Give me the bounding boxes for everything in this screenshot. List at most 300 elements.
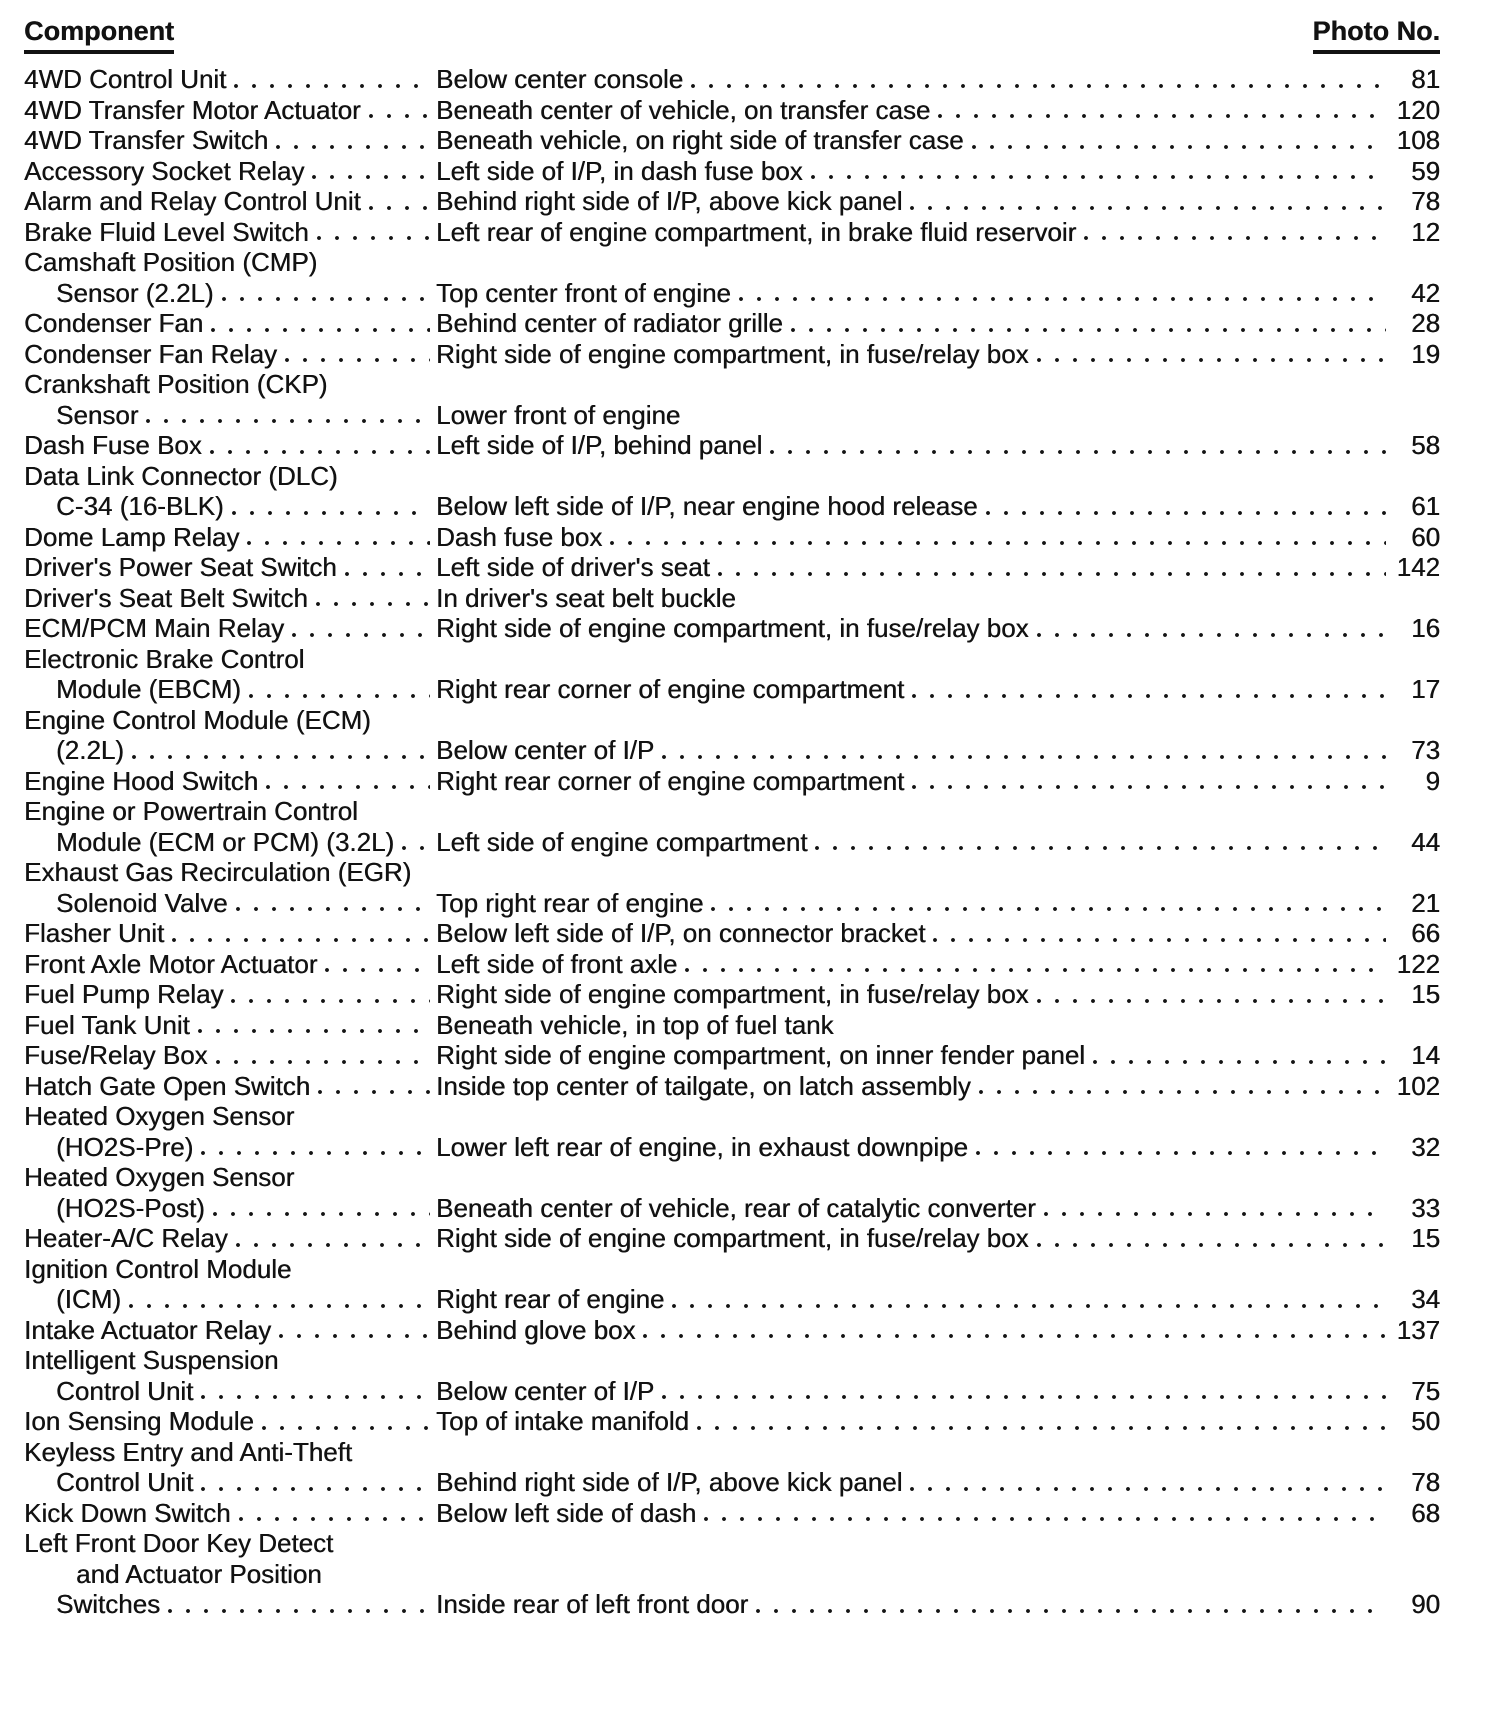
component-name: (ICM) <box>56 1284 121 1314</box>
table-row <box>24 461 1440 522</box>
dot-leader <box>978 491 1392 522</box>
photo-number: 17 <box>1411 674 1440 704</box>
component-name: Ion Sensing Module <box>24 1406 254 1436</box>
location-cell <box>436 64 1392 95</box>
dot-leader <box>317 949 436 980</box>
component-name: and Actuator Position <box>76 1558 322 1589</box>
photo-number: 44 <box>1411 826 1440 857</box>
table-row <box>24 1315 1440 1346</box>
dot-leader <box>902 1467 1392 1498</box>
photo-number: 137 <box>1396 1314 1440 1345</box>
table-line <box>24 552 1440 583</box>
location-text: In driver's seat belt buckle <box>436 582 736 613</box>
location-cell <box>436 1071 1392 1102</box>
component-name: Accessory Socket Relay <box>24 155 305 186</box>
location-text: Left side of driver's seat <box>436 552 710 582</box>
location-cell <box>436 491 1392 522</box>
component-name: Switches <box>56 1589 161 1619</box>
location-cell <box>436 400 1392 431</box>
location-cell <box>436 1284 1392 1315</box>
component-cell <box>24 1589 436 1620</box>
component-name: Crankshaft Position (CKP) <box>24 369 328 399</box>
photo-number: 102 <box>1396 1070 1440 1101</box>
table-line <box>24 278 1440 309</box>
component-cell <box>24 705 436 736</box>
table-row <box>24 1101 1440 1162</box>
location-cell <box>436 613 1392 644</box>
dot-leader <box>337 552 436 583</box>
photo-number: 58 <box>1411 430 1440 460</box>
location-text: Right side of engine compartment, in fuse/relay box <box>436 613 1029 643</box>
dot-leader <box>394 827 436 858</box>
table-line <box>24 857 1440 888</box>
location-text: Beneath center of vehicle, rear of catalytic converter <box>436 1192 1036 1223</box>
location-text: Beneath vehicle, on right side of transfer case <box>436 125 964 155</box>
location-text: Right side of engine compartment, in fuse/relay box <box>436 338 1029 369</box>
photo-number: 122 <box>1396 948 1440 979</box>
dot-leader <box>164 918 436 949</box>
location-cell <box>436 1223 1392 1254</box>
photo-number: 19 <box>1411 338 1440 369</box>
component-name: Module (ECM or PCM) (3.2L) <box>56 826 395 857</box>
dot-leader <box>1029 979 1392 1010</box>
location-text: Left side of I/P, in dash fuse box <box>436 155 803 186</box>
table-row <box>24 1071 1440 1102</box>
component-cell <box>24 247 436 278</box>
component-name: Dash Fuse Box <box>24 430 202 460</box>
dot-leader <box>902 186 1392 217</box>
photo-number: 42 <box>1411 277 1440 308</box>
dot-leader <box>971 1071 1392 1102</box>
component-cell <box>24 1559 436 1590</box>
component-cell <box>24 186 436 217</box>
component-name: Intake Actuator Relay <box>24 1314 272 1345</box>
dot-leader <box>208 1040 436 1071</box>
component-name: Keyless Entry and Anti-Theft <box>24 1436 353 1467</box>
component-column-header: Component <box>24 16 174 54</box>
location-cell <box>436 278 1392 309</box>
location-text: Left rear of engine compartment, in brake fluid reservoir <box>436 216 1077 247</box>
table-header <box>24 16 1440 54</box>
component-cell <box>24 430 436 461</box>
component-name: Alarm and Relay Control Unit <box>24 186 361 216</box>
component-name: Electronic Brake Control <box>24 643 305 674</box>
dot-leader <box>703 888 1392 919</box>
location-cell <box>436 1315 1392 1346</box>
table-row <box>24 1345 1440 1406</box>
location-text: Right rear corner of engine compartment <box>436 765 905 796</box>
table-row <box>24 1406 1440 1437</box>
dot-leader <box>226 64 436 95</box>
dot-leader <box>696 1498 1392 1529</box>
table-row <box>24 156 1440 187</box>
location-text: Inside top center of tailgate, on latch assembly <box>436 1070 971 1101</box>
dot-leader <box>1076 217 1392 248</box>
location-text: Top of intake manifold <box>436 1406 689 1436</box>
table-line <box>24 979 1440 1010</box>
location-cell <box>436 1498 1392 1529</box>
component-cell <box>24 1223 436 1254</box>
component-cell <box>24 308 436 339</box>
table-line <box>24 1284 1440 1315</box>
table-line <box>24 95 1440 126</box>
component-name: Fuel Pump Relay <box>24 979 224 1009</box>
dot-leader <box>310 1071 436 1102</box>
photo-number: 75 <box>1411 1375 1440 1406</box>
component-name: Engine Hood Switch <box>24 765 259 796</box>
table-row <box>24 369 1440 430</box>
component-cell <box>24 64 436 95</box>
component-name: 4WD Control Unit <box>24 64 227 94</box>
dot-leader <box>228 888 436 919</box>
table-row <box>24 308 1440 339</box>
location-text: Inside rear of left front door <box>436 1589 749 1619</box>
table-line <box>24 735 1440 766</box>
location-text: Below center console <box>436 64 684 94</box>
component-cell <box>24 1467 436 1498</box>
table-line <box>24 1498 1440 1529</box>
location-text: Left side of front axle <box>436 948 678 979</box>
table-line <box>24 64 1440 95</box>
table-line <box>24 1559 1440 1590</box>
location-text: Left side of engine compartment <box>436 826 808 857</box>
component-cell <box>24 918 436 949</box>
component-name: Module (EBCM) <box>56 674 241 704</box>
table-line <box>24 186 1440 217</box>
table-line <box>24 1254 1440 1285</box>
component-name: Heater-A/C Relay <box>24 1223 228 1253</box>
component-cell <box>24 461 436 492</box>
table-row <box>24 247 1440 308</box>
location-text: Behind right side of I/P, above kick panel <box>436 1467 903 1497</box>
location-cell <box>436 827 1392 858</box>
table-row <box>24 522 1440 553</box>
location-text: Dash fuse box <box>436 521 603 552</box>
photo-number: 33 <box>1411 1192 1440 1223</box>
table-row <box>24 1040 1440 1071</box>
table-line <box>24 1101 1440 1132</box>
component-cell <box>24 888 436 919</box>
dot-leader <box>689 1406 1392 1437</box>
dot-leader <box>930 95 1392 126</box>
photo-number: 108 <box>1396 125 1440 155</box>
table-line <box>24 430 1440 461</box>
table-row <box>24 949 1440 980</box>
table-line <box>24 949 1440 980</box>
table-line <box>24 827 1440 858</box>
table-row <box>24 125 1440 156</box>
dot-leader <box>677 949 1392 980</box>
component-cell <box>24 369 436 400</box>
component-name: Dome Lamp Relay <box>24 521 240 552</box>
location-cell <box>436 430 1392 461</box>
component-cell <box>24 583 436 614</box>
photo-number: 50 <box>1411 1406 1440 1436</box>
dot-leader <box>138 400 436 431</box>
location-cell <box>436 1406 1392 1437</box>
dot-leader <box>241 674 436 705</box>
component-name: ECM/PCM Main Relay <box>24 613 285 643</box>
table-row <box>24 1437 1440 1498</box>
location-text: Behind glove box <box>436 1314 636 1345</box>
photo-number: 81 <box>1411 64 1440 94</box>
location-text: Behind right side of I/P, above kick panel <box>436 186 903 216</box>
dot-leader <box>190 1010 436 1041</box>
location-cell <box>436 522 1392 553</box>
location-cell <box>436 217 1392 248</box>
component-cell <box>24 95 436 126</box>
photo-number: 90 <box>1411 1589 1440 1619</box>
component-name: Control Unit <box>56 1375 194 1406</box>
component-name: Engine or Powertrain Control <box>24 796 358 826</box>
component-cell <box>24 1193 436 1224</box>
location-text: Behind center of radiator grille <box>436 308 783 338</box>
location-text: Lower front of engine <box>436 399 681 430</box>
dot-leader <box>304 156 436 187</box>
dot-leader <box>731 278 1392 309</box>
component-cell <box>24 1071 436 1102</box>
dot-leader <box>904 766 1392 797</box>
dot-leader <box>193 1467 436 1498</box>
photo-number: 9 <box>1425 765 1440 796</box>
photo-number: 34 <box>1411 1284 1440 1314</box>
component-cell <box>24 1284 436 1315</box>
dot-leader <box>807 827 1392 858</box>
table-row <box>24 95 1440 126</box>
component-name: Brake Fluid Level Switch <box>24 216 309 247</box>
location-text: Below center of I/P <box>436 735 655 765</box>
component-cell <box>24 796 436 827</box>
dot-leader <box>361 186 436 217</box>
component-cell <box>24 278 436 309</box>
photo-number: 60 <box>1411 521 1440 552</box>
location-cell <box>436 1589 1392 1620</box>
component-name: 4WD Transfer Switch <box>24 125 269 155</box>
dot-leader <box>308 583 436 614</box>
dot-leader <box>224 491 436 522</box>
location-cell <box>436 1193 1392 1224</box>
component-cell <box>24 949 436 980</box>
table-line <box>24 400 1440 431</box>
photo-number: 59 <box>1411 155 1440 186</box>
component-cell <box>24 766 436 797</box>
location-text: Right side of engine compartment, in fuse/relay box <box>436 1223 1029 1253</box>
component-cell <box>24 1162 436 1193</box>
dot-leader <box>239 522 436 553</box>
location-cell <box>436 125 1392 156</box>
photo-number: 142 <box>1396 552 1440 582</box>
location-cell <box>436 95 1392 126</box>
dot-leader <box>193 1376 436 1407</box>
table-line <box>24 125 1440 156</box>
component-name: Driver's Seat Belt Switch <box>24 582 308 613</box>
dot-leader <box>783 308 1392 339</box>
table-line <box>24 1589 1440 1620</box>
component-name: 4WD Transfer Motor Actuator <box>24 94 361 125</box>
table-line <box>24 247 1440 278</box>
table-line <box>24 1437 1440 1468</box>
location-text: Below left side of dash <box>436 1497 697 1528</box>
location-text: Beneath vehicle, in top of fuel tank <box>436 1009 834 1040</box>
component-cell <box>24 735 436 766</box>
dot-leader <box>193 1132 436 1163</box>
table-row <box>24 766 1440 797</box>
table-line <box>24 705 1440 736</box>
photo-number: 28 <box>1411 308 1440 338</box>
photo-number: 73 <box>1411 735 1440 765</box>
location-text: Below left side of I/P, near engine hood release <box>436 491 978 521</box>
component-cell <box>24 1132 436 1163</box>
component-name: Intelligent Suspension <box>24 1345 279 1375</box>
dot-leader <box>284 613 436 644</box>
component-cell <box>24 1498 436 1529</box>
location-cell <box>436 949 1392 980</box>
location-cell <box>436 1132 1392 1163</box>
photo-number: 120 <box>1396 94 1440 125</box>
component-cell <box>24 400 436 431</box>
dot-leader <box>1029 339 1392 370</box>
dot-leader <box>710 552 1392 583</box>
table-line <box>24 583 1440 614</box>
table-line <box>24 308 1440 339</box>
location-cell <box>436 766 1392 797</box>
dot-leader <box>223 979 436 1010</box>
table-line <box>24 217 1440 248</box>
component-name: Ignition Control Module <box>24 1253 292 1284</box>
location-cell <box>436 1010 1392 1041</box>
table-line <box>24 156 1440 187</box>
dot-leader <box>203 308 436 339</box>
dot-leader <box>268 125 436 156</box>
component-name: Fuel Tank Unit <box>24 1009 190 1040</box>
location-text: Below center of I/P <box>436 1375 655 1406</box>
component-cell <box>24 1315 436 1346</box>
component-cell <box>24 217 436 248</box>
component-name: Exhaust Gas Recirculation (EGR) <box>24 857 412 887</box>
photo-number: 15 <box>1411 1223 1440 1253</box>
photo-number: 66 <box>1411 918 1440 948</box>
table-row <box>24 857 1440 918</box>
table-line <box>24 1040 1440 1071</box>
location-cell <box>436 1040 1392 1071</box>
photo-number: 21 <box>1411 887 1440 918</box>
dot-leader <box>968 1132 1392 1163</box>
component-name: Condenser Fan <box>24 308 204 338</box>
table-line <box>24 522 1440 553</box>
component-name: Sensor <box>56 399 139 430</box>
table-row <box>24 644 1440 705</box>
location-cell <box>436 918 1392 949</box>
component-name: Camshaft Position (CMP) <box>24 247 318 277</box>
table-line <box>24 644 1440 675</box>
table-line <box>24 1345 1440 1376</box>
table-line <box>24 796 1440 827</box>
component-cell <box>24 552 436 583</box>
component-name: Sensor (2.2L) <box>56 277 214 308</box>
component-cell <box>24 979 436 1010</box>
location-text: Below left side of I/P, on connector bracket <box>436 918 926 948</box>
component-name: Data Link Connector (DLC) <box>24 460 338 491</box>
table-line <box>24 1406 1440 1437</box>
dot-leader <box>214 278 436 309</box>
location-text: Beneath center of vehicle, on transfer case <box>436 94 931 125</box>
photo-number: 68 <box>1411 1497 1440 1528</box>
dot-leader <box>361 95 436 126</box>
dot-leader <box>683 64 1392 95</box>
table-row <box>24 1498 1440 1529</box>
location-text: Lower left rear of engine, in exhaust downpipe <box>436 1131 968 1162</box>
photo-column-header: Photo No. <box>1313 16 1440 54</box>
component-name: Driver's Power Seat Switch <box>24 552 337 582</box>
table-line <box>24 1467 1440 1498</box>
photo-number: 16 <box>1411 613 1440 643</box>
table-line <box>24 1010 1440 1041</box>
table-row <box>24 217 1440 248</box>
location-text: Right side of engine compartment, in fuse/relay box <box>436 979 1029 1009</box>
location-cell <box>436 552 1392 583</box>
dot-leader <box>271 1315 436 1346</box>
component-cell <box>24 1101 436 1132</box>
location-text: Right rear of engine <box>436 1284 665 1314</box>
component-name: Left Front Door Key Detect <box>24 1528 334 1558</box>
dot-leader <box>904 674 1392 705</box>
location-cell <box>436 186 1392 217</box>
component-cell <box>24 491 436 522</box>
table-line <box>24 613 1440 644</box>
table-row <box>24 796 1440 857</box>
table-row <box>24 552 1440 583</box>
photo-number: 15 <box>1411 979 1440 1009</box>
location-text: Top center front of engine <box>436 277 731 308</box>
dot-leader <box>602 522 1392 553</box>
photo-number: 78 <box>1411 1467 1440 1497</box>
table-line <box>24 1132 1440 1163</box>
table-row <box>24 339 1440 370</box>
dot-leader <box>664 1284 1392 1315</box>
component-cell <box>24 522 436 553</box>
location-text: Left side of I/P, behind panel <box>436 430 763 460</box>
component-name: Flasher Unit <box>24 918 165 948</box>
table-row <box>24 1254 1440 1315</box>
location-cell <box>436 156 1392 187</box>
table-line <box>24 918 1440 949</box>
location-text: Top right rear of engine <box>436 887 704 918</box>
dot-leader <box>258 766 436 797</box>
dot-leader <box>202 430 436 461</box>
component-name: (HO2S-Pre) <box>56 1131 194 1162</box>
component-cell <box>24 125 436 156</box>
location-cell <box>436 339 1392 370</box>
table-line <box>24 1315 1440 1346</box>
component-name: (HO2S-Post) <box>56 1192 205 1223</box>
table-line <box>24 888 1440 919</box>
component-cell <box>24 1528 436 1559</box>
location-text: Right rear corner of engine compartment <box>436 674 905 704</box>
component-name: Heated Oxygen Sensor <box>24 1162 295 1192</box>
component-cell <box>24 1345 436 1376</box>
dot-leader <box>762 430 1392 461</box>
photo-number: 32 <box>1411 1131 1440 1162</box>
location-cell <box>436 583 1392 614</box>
dot-leader <box>1029 613 1392 644</box>
table-line <box>24 1528 1440 1559</box>
component-cell <box>24 1040 436 1071</box>
component-name: Fuse/Relay Box <box>24 1040 208 1070</box>
component-name: Kick Down Switch <box>24 1497 231 1528</box>
dot-leader <box>160 1589 436 1620</box>
component-cell <box>24 339 436 370</box>
table-row <box>24 705 1440 766</box>
